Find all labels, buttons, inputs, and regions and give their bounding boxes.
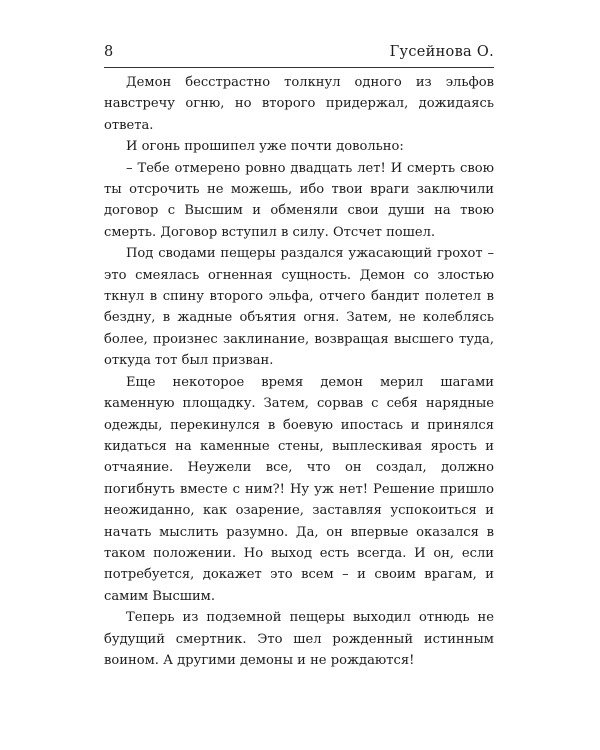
paragraph: Еще некоторое время демон мерил шагами каменную площадку. Затем, сорвав с себя нарядные одежды, перекинулся в боевую ипостась и принялся кидаться на каменные стены, выплескивая ярость и отчаяние. Неужели все, что он создал, должно погибнуть вместе с ним?! Ну уж нет! Решение пришло неожиданно, как озарение, заставляя успокоиться и начать мыслить разумно. Да, он впервые оказался в таком положении. Но выход есть всегда. И он, если потребуется, докажет это всем – и своим врагам, и самим Высшим. <box>104 374 494 604</box>
paragraph: Под сводами пещеры раздался ужасающий грохот – это смеялась огненная сущность. Демон со злостью ткнул в спину второго эльфа, отчего бандит полетел в бездну, в жадные объятия огня. Затем, не колеблясь более, произнес заклинание, возвращая высшего туда, откуда тот был призван. <box>104 246 494 369</box>
running-header <box>104 40 494 64</box>
paragraph: – Тебе отмерено ровно двадцать лет! И смерть свою ты отсрочить не можешь, ибо твои враги заключили договор с Высшим и обменяли свои души на твою смерть. Договор вступил в силу. Отсчет пошел. <box>104 160 494 240</box>
body-text <box>104 72 494 671</box>
paragraph: Теперь из подземной пещеры выходил отнюдь не будущий смертник. Это шел рожденный истинным воином. А другими демоны и не рождаются! <box>104 610 494 668</box>
page-number: 8 <box>104 44 114 60</box>
paragraph: И огонь прошипел уже почти довольно: <box>126 139 404 155</box>
header-divider <box>104 67 494 68</box>
author-name: Гусейнова О. <box>389 44 494 60</box>
paragraph: Демон бесстрастно толкнул одного из эльфов навстречу огню, но второго придержал, дожидаясь ответа. <box>104 75 494 133</box>
